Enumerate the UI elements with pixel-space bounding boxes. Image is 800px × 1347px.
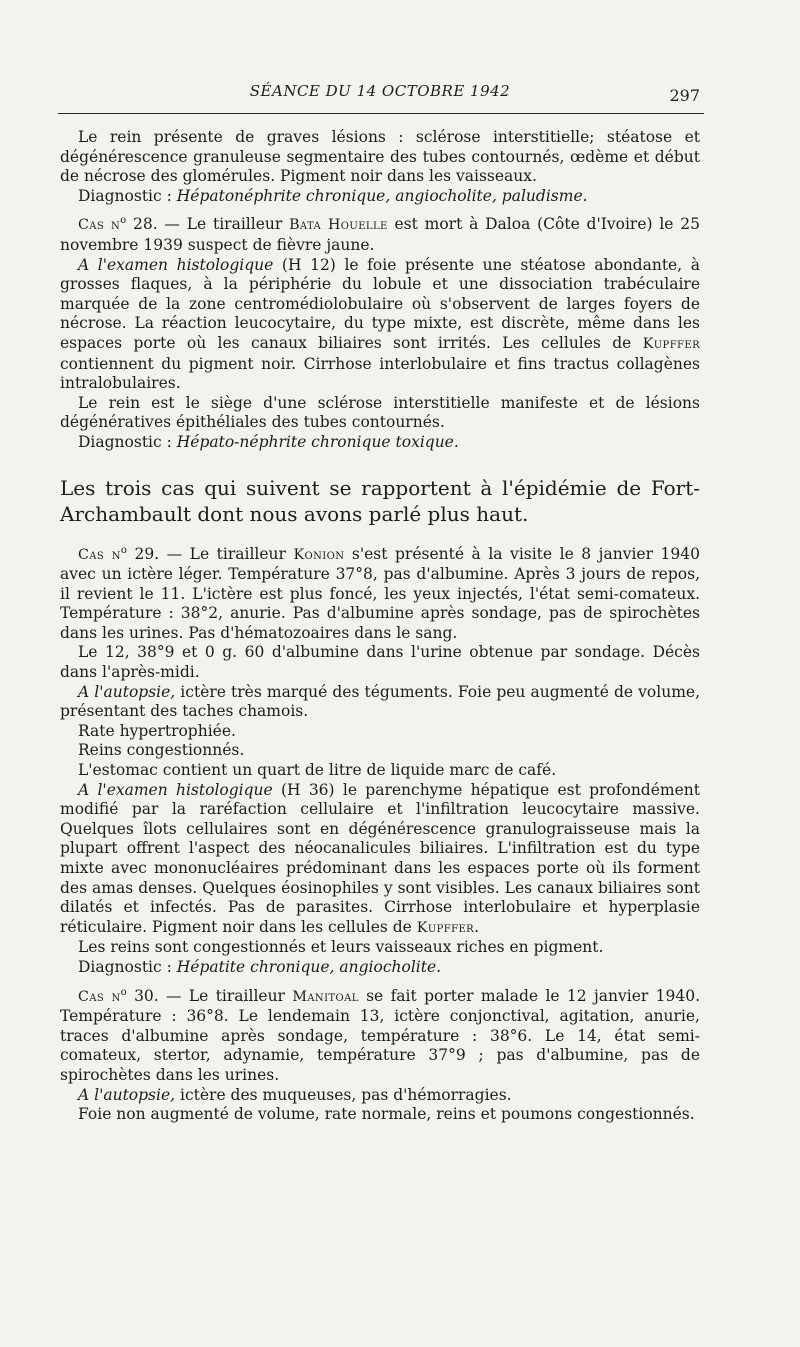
patient-name: Bata Houelle [289, 217, 388, 234]
case-29-autopsy [60, 683, 700, 722]
case-text: (H 12) le foie présente une stéatose abondante, à grosses flaques, à la périphérie du lobule et une dissociation trabéculaire marquée de la zone centromédiolobulaire où s'observent de larges foyers de nécrose. La réaction leucocytaire, du type mixte, est discrète, même dans les espaces porte où les canaux biliaires sont irrités. Les cellules de [60, 255, 701, 352]
superscript-o: o [120, 215, 127, 227]
case-29-histology [60, 781, 700, 939]
case-text: ictère très marqué des téguments. Foie peu augmenté de volume, présentant des taches chamois. [60, 682, 700, 721]
diagnostic-label: Diagnostic : [78, 957, 177, 976]
kupffer-name: Kupffer [642, 335, 700, 352]
case-text: contiennent du pigment noir. Cirrhose interlobulaire et fins tractus collagènes intralobulaires. [60, 354, 700, 393]
case-number: 29. — Le tirailleur [126, 544, 294, 563]
case-label: Cas n [78, 217, 121, 234]
case-label: Cas n [78, 988, 121, 1005]
emphasis: A l'autopsie, [78, 1085, 176, 1104]
case-28-histology [60, 256, 700, 394]
intro-paragraph: Les trois cas qui suivent se rapportent à l'épidémie de Fort-Archambault dont nous avons parlé plus haut. [60, 475, 700, 526]
patient-name: Manitoal [292, 988, 359, 1005]
diagnostic-case-28 [60, 433, 700, 453]
case-number: 28. — Le tirailleur [126, 215, 290, 234]
diagnostic-label: Diagnostic : [78, 186, 177, 205]
case-29-heading [60, 545, 700, 644]
case-text: est mort à Daloa (Côte d'Ivoire) le 25 novembre 1939 suspect de fièvre jaune. [60, 215, 700, 254]
running-title: SÉANCE DU 14 OCTOBRE 1942 [249, 82, 511, 100]
case-text: . [474, 917, 480, 936]
case-number: 30. — Le tirailleur [126, 986, 293, 1005]
emphasis: A l'autopsie, [78, 682, 176, 701]
case-29-p2: Le 12, 38°9 et 0 g. 60 d'albumine dans l'urine obtenue par sondage. Décès dans l'après-midi. [60, 643, 700, 682]
case-label: Cas n [78, 546, 121, 563]
case-29-reins-pigment: Les reins sont congestionnés et leurs vaisseaux riches en pigment. [78, 938, 604, 957]
case-text: se fait porter malade le 12 janvier 1940. Température : 36°8. Le lendemain 13, ictère conjonctival, agitation, anurie, traces d'albumine après sondage, température : 38°6. Le 14, état semi-comateux, stertor, adynamie, température 37°9 ; pas d'albumine, pas de spirochètes dans les urines. [60, 986, 700, 1084]
superscript-o: o [120, 986, 127, 998]
kupffer-name: Kupffer [416, 919, 475, 936]
diagnostic-case-27 [60, 187, 700, 207]
case-30-heading [60, 987, 700, 1086]
case-text: ictère des muqueuses, pas d'hémorragies. [175, 1085, 512, 1104]
case-30-foie: Foie non augmenté de volume, rate normale, reins et poumons congestionnés. [78, 1105, 695, 1124]
header-rule [58, 113, 704, 114]
case-text: s'est présenté à la visite le 8 janvier 1940 avec un ictère léger. Température 37°8, pas d'albumine. Après 3 jours de repos, il revient le 11. L'ictère est plus foncé, les yeux injectés, l'état semi-comateux. Température : 38°2, anurie. Pas d'albumine après sondage, pas de spirochètes dans les urines. Pas d'hématozoaires dans le sang. [60, 544, 700, 642]
case-28-heading [60, 215, 700, 255]
diagnostic-value: Hépatite chronique, angiocholite. [176, 957, 442, 976]
superscript-o: o [120, 544, 127, 556]
diagnostic-value: Hépato-néphrite chronique toxique. [176, 432, 459, 451]
patient-name: Konion [293, 546, 345, 563]
case-28-rein: Le rein est le siège d'une sclérose interstitielle manifeste et de lésions dégénératives épithéliales des tubes contournés. [60, 393, 700, 432]
emphasis: A l'examen histologique [78, 255, 274, 274]
case-29-estomac: L'estomac contient un quart de litre de liquide marc de café. [78, 761, 557, 780]
body-text [60, 128, 700, 1125]
running-header [60, 80, 700, 110]
page-number: 297 [669, 86, 700, 105]
diagnostic-value: Hépatonéphrite chronique, angiocholite, paludisme. [176, 186, 588, 205]
diagnostic-label: Diagnostic : [78, 432, 177, 451]
diagnostic-case-29 [60, 958, 700, 978]
paragraph-rein: Le rein présente de graves lésions : sclérose interstitielle; stéatose et dégénérescence granuleuse segmentaire des tubes contournés, œdème et début de nécrose des glomérules. Pigment noir dans les vaisseaux. [60, 128, 700, 186]
case-text: (H 36) le parenchyme hépatique est profondément modifié par la raréfaction cellulaire et l'infiltration leucocytaire massive. Quelques îlots cellulaires sont en dégénérescence granulograisseuse mais la plupart offrent l'aspect des néocanalicules biliaires. L'infiltration est du type mixte avec mononucléaires prédominant dans les espaces porte où ils forment des amas denses. Quelques éosinophiles y sont visibles. Les canaux biliaires sont dilatés et infectés. Pas de parasites. Cirrhose interlobulaire et hyperplasie réticulaire. Pigment noir dans les cellules de [60, 780, 700, 936]
emphasis: A l'examen histologique [78, 780, 273, 799]
case-30-autopsy [60, 1086, 700, 1106]
case-29-rate: Rate hypertrophiée. [78, 721, 236, 740]
case-29-reins: Reins congestionnés. [78, 741, 245, 760]
